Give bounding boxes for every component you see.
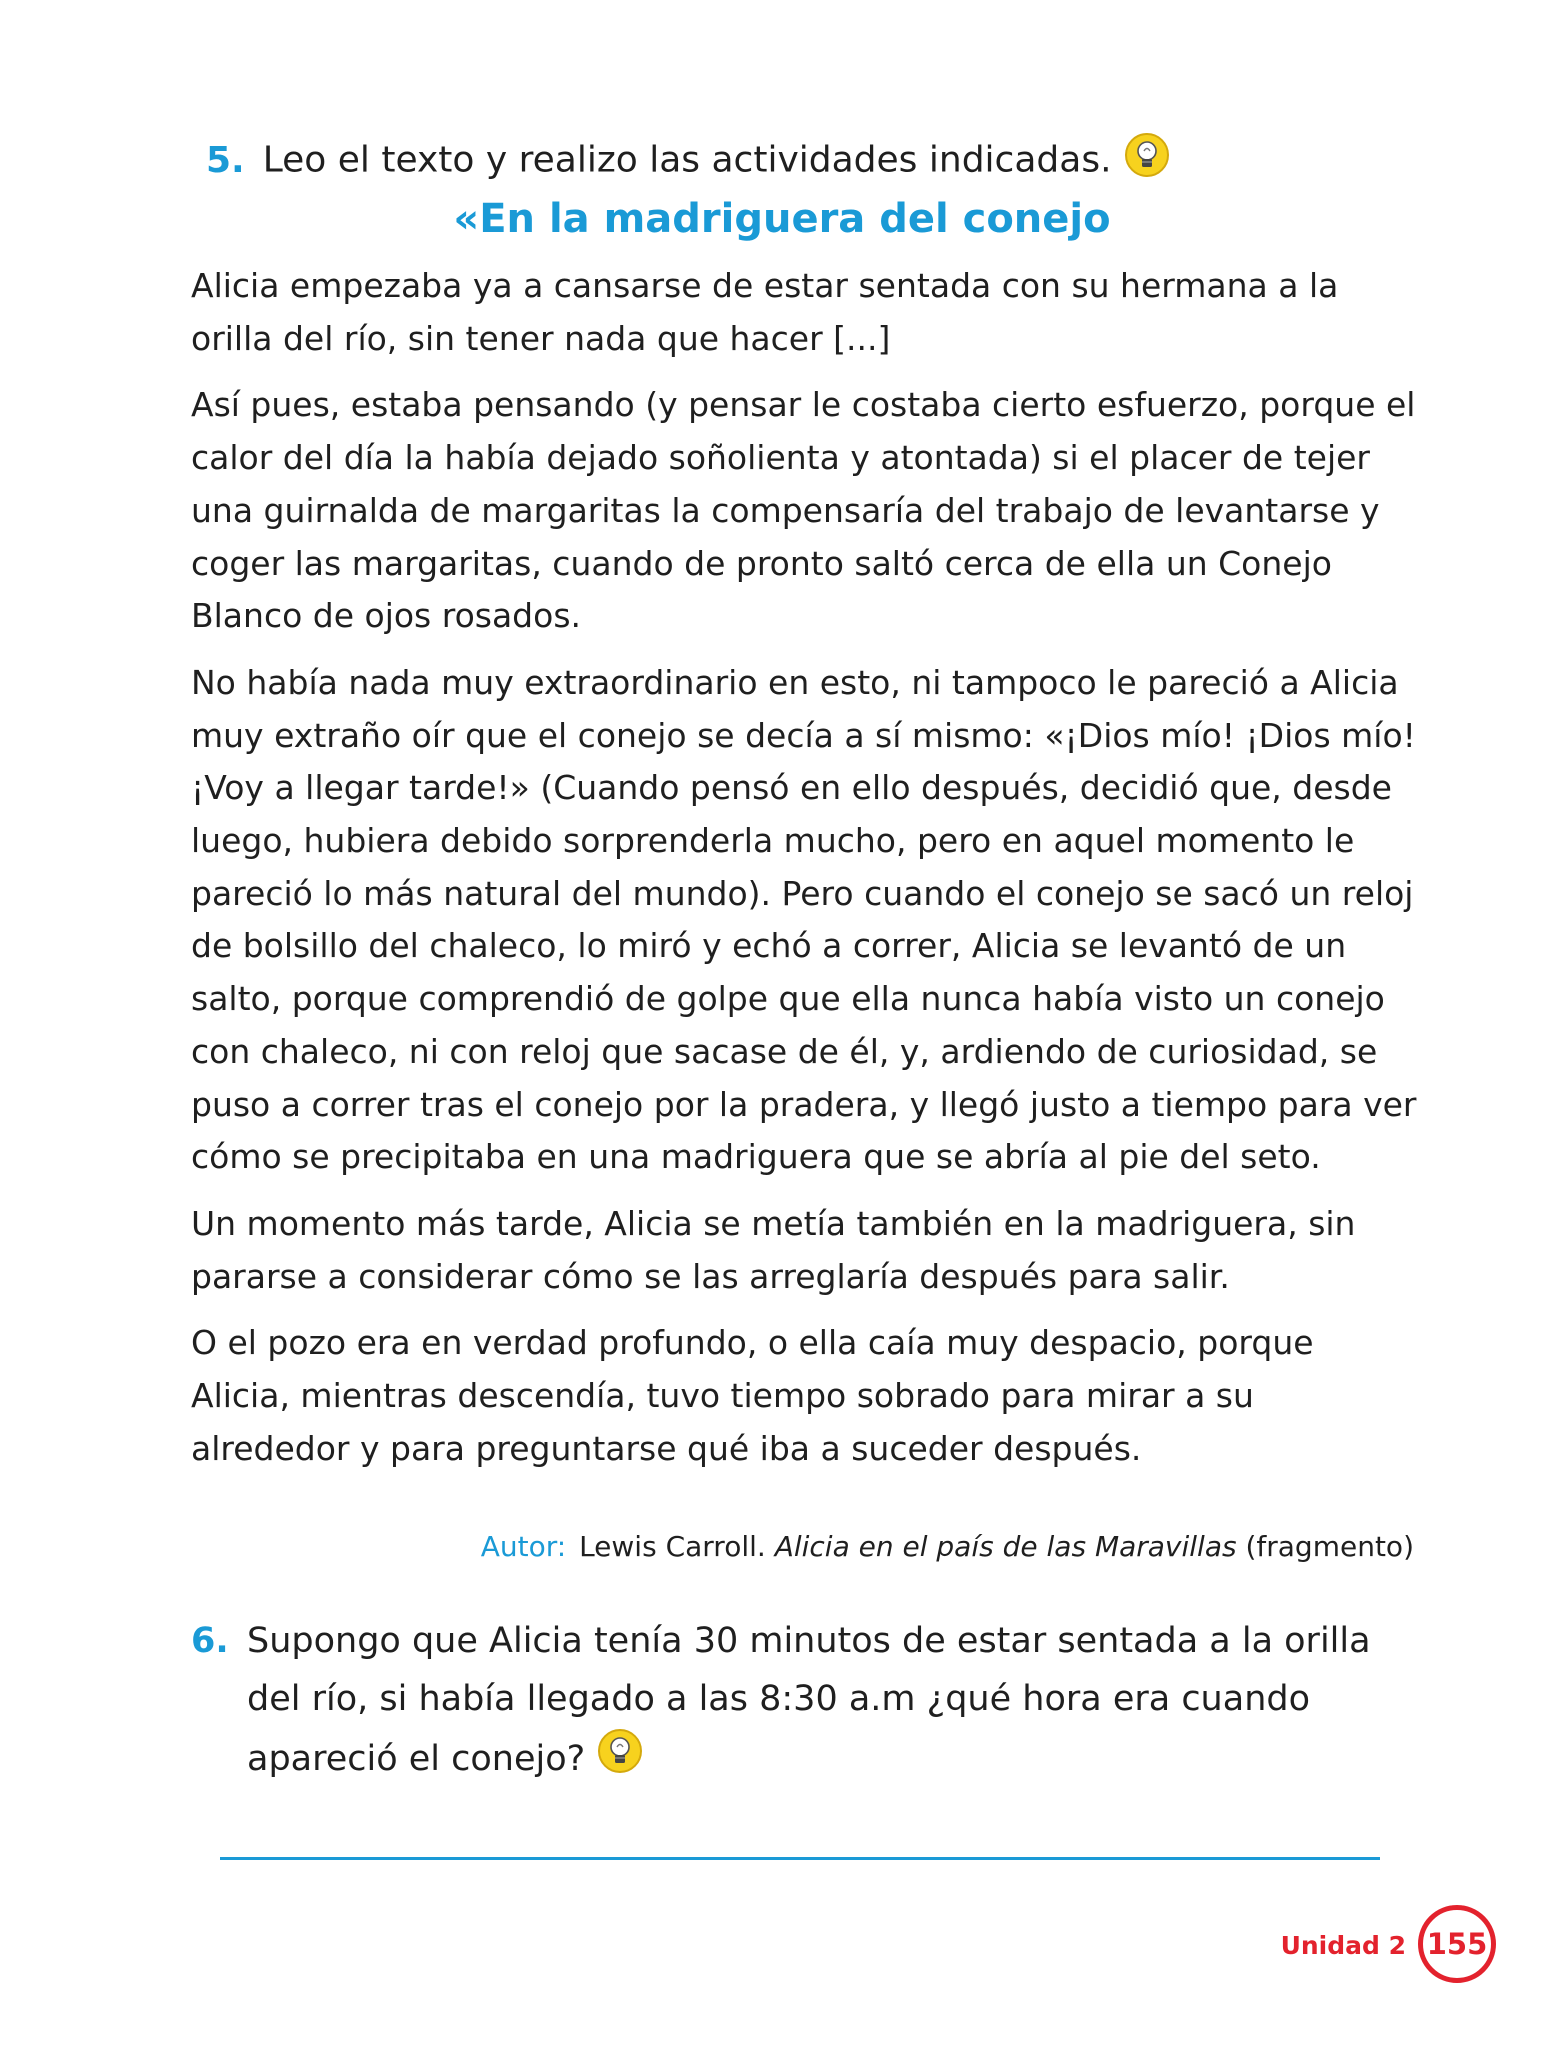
- activity-question: Supongo que Alicia tenía 30 minutos de estar sentada a la orilla del río, si había llegado a las 8:30 a.m ¿qué hora era cuando apareció el conejo?: [247, 1621, 1371, 1779]
- activity-6: [191, 1612, 1431, 1792]
- author-credit: [481, 1527, 1414, 1567]
- activity-number: 5.: [206, 139, 245, 181]
- paragraph: No había nada muy extraordinario en esto, ni tampoco le pareció a Alicia muy extraño oír que el conejo se decía a sí mismo: «¡Dios mío! ¡Dios mío! ¡Voy a llegar tarde!» (Cuando pensó en ello después, decidió que, desde luego, hubiera debido sorprenderla mucho, pero en aquel momento le pareció lo más natural del mundo). Pero cuando el conejo se sacó un reloj de bolsillo del chaleco, lo miró y echó a correr, Alicia se levantó de un salto, porque comprendió de golpe que ella nunca había visto un conejo con chaleco, ni con reloj que sacase de él, y, ardiendo de curiosidad, se puso a correr tras el conejo por la pradera, y llegó justo a tiempo para ver cómo se precipitaba en una madriguera que se abría al pie del seto.: [191, 662, 1417, 1177]
- paragraph: Alicia empezaba ya a cansarse de estar sentada con su hermana a la orilla del río, sin tener nada que hacer [...]: [191, 266, 1339, 358]
- author-name: Lewis Carroll.: [579, 1530, 766, 1563]
- paragraph: Así pues, estaba pensando (y pensar le costaba cierto esfuerzo, porque el calor del día la había dejado soñolienta y atontada) si el placer de tejer una guirnalda de margaritas la compensaría del trabajo de levantarse y coger las margaritas, cuando de pronto saltó cerca de ella un Conejo Blanco de ojos rosados.: [191, 385, 1416, 636]
- reading-text: [191, 260, 1421, 1489]
- author-label: Autor:: [480, 1530, 567, 1563]
- unit-label: Unidad 2: [1280, 1931, 1406, 1960]
- paragraph: Un momento más tarde, Alicia se metía también en la madriguera, sin pararse a considerar cómo se las arreglaría después para salir.: [191, 1203, 1356, 1296]
- activity-instruction: Leo el texto y realizo las actividades indicadas.: [262, 139, 1112, 181]
- book-note: (fragmento): [1245, 1530, 1414, 1563]
- reading-title: «En la madriguera del conejo: [453, 196, 1111, 242]
- activity-5: [206, 132, 1406, 191]
- activity-number: 6.: [191, 1621, 229, 1661]
- answer-line[interactable]: [220, 1857, 1380, 1860]
- book-title: Alicia en el país de las Maravillas: [774, 1530, 1237, 1563]
- page-number: 155: [1418, 1905, 1496, 1983]
- lightbulb-icon: [1124, 132, 1170, 191]
- lightbulb-icon: [597, 1728, 643, 1792]
- paragraph: O el pozo era en verdad profundo, o ella caía muy despacio, porque Alicia, mientras descendía, tuvo tiempo sobrado para mirar a su alrededor y para preguntarse qué iba a suceder después.: [191, 1323, 1314, 1468]
